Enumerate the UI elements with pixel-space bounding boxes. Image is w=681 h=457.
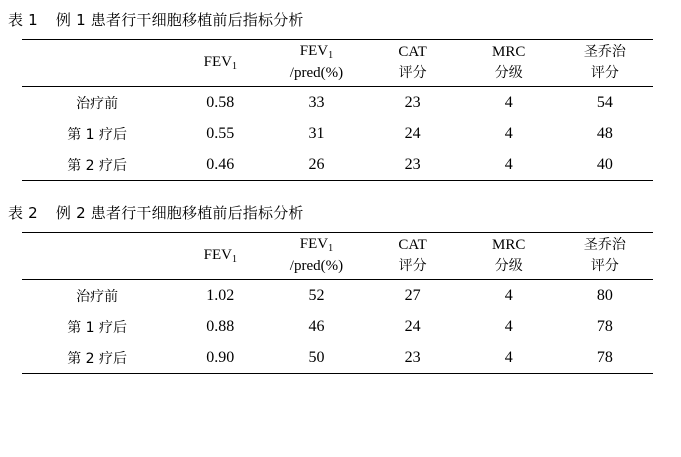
- row-value: 80: [557, 280, 653, 312]
- row-value: 27: [365, 280, 461, 312]
- row-value: 78: [596, 317, 613, 335]
- table-block-2: [0, 203, 681, 374]
- row-value: 4: [504, 124, 513, 142]
- header-text-line2: /pred(%): [289, 258, 344, 274]
- header-cell-sgrq: [557, 233, 653, 280]
- row-value: 0.58: [172, 87, 268, 119]
- header-text: MRC: [492, 236, 526, 253]
- header-text-line2: 评分: [398, 65, 427, 82]
- header-cell-blank: [22, 233, 172, 280]
- table-caption-1: [0, 10, 681, 31]
- header-subscript: 1: [231, 61, 237, 73]
- row-value: 26: [268, 149, 364, 181]
- row-label: 第 1 疗后: [67, 126, 128, 143]
- row-label: 治疗前: [22, 280, 172, 312]
- table-caption-text: 例 2 患者行干细胞移植前后指标分析: [55, 204, 304, 222]
- row-value: 23: [365, 342, 461, 374]
- row-value: 23: [365, 149, 461, 181]
- header-subscript: 1: [231, 254, 237, 266]
- row-value: 4: [504, 317, 513, 335]
- header-cell-blank: [22, 40, 172, 87]
- table-row: [22, 280, 653, 312]
- header-text-line2: 评分: [398, 258, 427, 275]
- header-text: FEV: [299, 43, 329, 60]
- header-cell-cat: [365, 40, 461, 87]
- header-cell-mrc: [461, 40, 557, 87]
- table-header-row: [22, 233, 653, 280]
- row-value: 46: [308, 317, 325, 335]
- header-text-line2: 评分: [590, 65, 619, 82]
- data-table-2: [22, 232, 653, 374]
- table-block-1: [0, 10, 681, 181]
- data-table-1: [22, 39, 653, 181]
- row-value: 54: [557, 87, 653, 119]
- table-row: [22, 149, 653, 181]
- row-value: 0.55: [206, 124, 235, 142]
- row-value: 52: [268, 280, 364, 312]
- row-value: 4: [461, 149, 557, 181]
- table-row: [22, 87, 653, 119]
- header-text: 圣乔治: [583, 43, 626, 60]
- row-value: 31: [308, 124, 325, 142]
- header-text: CAT: [398, 43, 427, 60]
- row-label: 第 1 疗后: [67, 319, 128, 336]
- row-value: 4: [461, 280, 557, 312]
- row-value: 0.90: [172, 342, 268, 374]
- header-text: FEV: [203, 247, 232, 264]
- row-value: 78: [557, 342, 653, 374]
- table-caption-2: [0, 203, 681, 224]
- table-caption-label: 表 1: [8, 11, 38, 29]
- header-text: FEV: [203, 54, 232, 71]
- header-text: MRC: [492, 43, 526, 60]
- row-value: 40: [557, 149, 653, 181]
- table-row: [22, 311, 653, 342]
- row-value: 33: [268, 87, 364, 119]
- row-value: 23: [365, 87, 461, 119]
- header-cell-fev1: [172, 233, 268, 280]
- table-caption-label: 表 2: [8, 204, 38, 222]
- header-text: 圣乔治: [583, 236, 626, 253]
- header-text-line2: 分级: [494, 258, 523, 275]
- row-value: 0.46: [172, 149, 268, 181]
- header-cell-mrc: [461, 233, 557, 280]
- header-text: CAT: [398, 236, 427, 253]
- row-value: 1.02: [172, 280, 268, 312]
- table-caption-text: 例 1 患者行干细胞移植前后指标分析: [55, 11, 304, 29]
- row-label: 第 2 疗后: [22, 149, 172, 181]
- table-row: [22, 118, 653, 149]
- header-cell-sgrq: [557, 40, 653, 87]
- table-row: [22, 342, 653, 374]
- header-text: FEV: [299, 236, 329, 253]
- row-value: 48: [596, 124, 613, 142]
- row-value: 24: [404, 317, 421, 335]
- header-cell-cat: [365, 233, 461, 280]
- row-value: 0.88: [206, 317, 235, 335]
- row-value: 4: [461, 342, 557, 374]
- table-header-row: [22, 40, 653, 87]
- row-value: 24: [404, 124, 421, 142]
- row-value: 4: [461, 87, 557, 119]
- header-subscript: 1: [328, 50, 334, 62]
- header-cell-fev1-pred: [268, 233, 364, 280]
- header-cell-fev1: [172, 40, 268, 87]
- header-text-line2: 分级: [494, 65, 523, 82]
- header-text-line2: /pred(%): [289, 65, 344, 81]
- header-text-line2: 评分: [590, 258, 619, 275]
- row-label: 治疗前: [22, 87, 172, 119]
- header-cell-fev1-pred: [268, 40, 364, 87]
- row-value: 50: [268, 342, 364, 374]
- header-subscript: 1: [328, 243, 334, 255]
- row-label: 第 2 疗后: [22, 342, 172, 374]
